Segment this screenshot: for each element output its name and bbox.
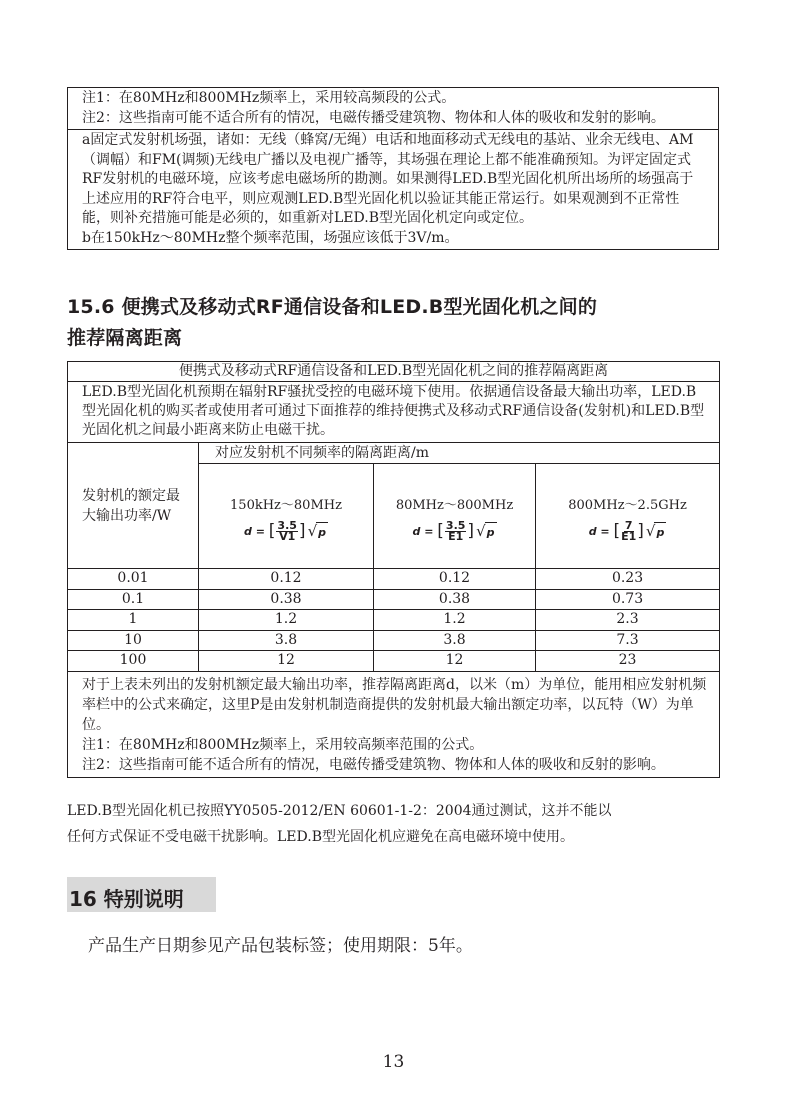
formula-fraction <box>276 521 298 542</box>
distance-cell: 0.38 <box>199 589 374 610</box>
sqrt-symbol: √ <box>645 522 656 540</box>
formula-bracket-left: [ <box>268 521 276 541</box>
table-row <box>68 589 720 610</box>
formula-numerator: 3.5 <box>445 519 466 532</box>
compliance-line-1: LED.B型光固化机已按照YY0505-2012/EN 60601-1-2：2004通过测试，这并不能以 <box>67 803 612 819</box>
table-note-1: 注1：在80MHz和800MHz频率上，采用较高频率范围的公式。 <box>82 736 484 753</box>
power-cell: 10 <box>68 630 199 651</box>
compliance-line-2: 任何方式保证不受电磁干扰影响。LED.B型光固化机应避免在高电磁环境中使用。 <box>67 829 574 845</box>
distance-cell: 12 <box>374 651 536 672</box>
section-15-6-heading-line1: 15.6 便携式及移动式RF通信设备和LED.B型光固化机之间的 <box>67 296 598 318</box>
table-note-main: 对于上表未列出的发射机额定最大输出功率，推荐隔离距离d，以米（m）为单位，能用相应发射机频率栏中的公式来确定，这里P是由发射机制造商提供的发射机最大输出额定功率，以瓦特（W）为单位。 <box>82 676 707 733</box>
power-cell: 1 <box>68 610 199 631</box>
distance-cell: 2.3 <box>536 610 720 631</box>
power-cell: 0.1 <box>68 589 199 610</box>
formula-bracket-right: ] <box>637 521 644 541</box>
distance-cell: 0.73 <box>536 589 720 610</box>
formula-numerator: 7 <box>624 519 633 532</box>
formula-d: d <box>412 525 421 538</box>
frequency-notes <box>68 88 718 129</box>
distance-cell: 1.2 <box>199 610 374 631</box>
distance-cell: 0.38 <box>374 589 536 610</box>
formula-p: p <box>654 522 666 542</box>
sqrt-symbol: √ <box>476 522 486 540</box>
formula-denominator: E1 <box>621 530 637 543</box>
table-title: 便携式及移动式RF通信设备和LED.B型光固化机之间的推荐隔离距离 <box>68 362 720 382</box>
distance-formula <box>413 521 497 542</box>
freq-range-label: 80MHz～800MHz <box>395 498 514 513</box>
table-row <box>68 630 720 651</box>
power-column-header: 发射机的额定最大输出功率/W <box>68 443 199 569</box>
distance-cell: 3.8 <box>199 630 374 651</box>
field-strength-notes <box>68 129 718 249</box>
formula-bracket-right: ] <box>298 521 306 541</box>
freq-range-label: 150kHz～80MHz <box>230 498 342 513</box>
power-cell: 0.01 <box>68 569 199 590</box>
formula-eq: = <box>255 525 265 538</box>
distance-cell: 23 <box>536 651 720 672</box>
page-number: 13 <box>382 1052 405 1072</box>
formula-fraction <box>445 521 467 542</box>
separation-distance-table <box>67 361 720 778</box>
formula-bracket-left: [ <box>437 521 444 541</box>
freq-column-800mhz-2-5ghz <box>536 464 720 569</box>
compliance-statement <box>67 798 727 850</box>
sqrt-symbol: √ <box>307 522 318 540</box>
distance-cell: 0.23 <box>536 569 720 590</box>
table-row <box>68 651 720 672</box>
formula-numerator: 3.5 <box>277 519 297 532</box>
power-cell: 100 <box>68 651 199 672</box>
table-notes <box>68 671 720 777</box>
distance-cell: 1.2 <box>374 610 536 631</box>
formula-eq: = <box>600 525 610 538</box>
distance-formula <box>244 521 328 542</box>
formula-fraction <box>621 521 636 542</box>
note-b: b在150kHz～80MHz整个频率范围，场强应该低于3V/m。 <box>82 229 459 246</box>
note-1: 注1：在80MHz和800MHz频率上，采用较高频段的公式。 <box>82 90 456 106</box>
freq-column-80mhz-800mhz <box>374 464 536 569</box>
formula-d: d <box>244 525 252 538</box>
section-15-6-heading-line2: 推荐隔离距离 <box>67 327 183 349</box>
formula-eq: = <box>424 525 434 538</box>
note-2: 注2：这些指南可能不适合所有的情况，电磁传播受建筑物、物体和人体的吸收和发射的影响。 <box>82 109 665 126</box>
formula-d: d <box>588 525 597 538</box>
production-date-note: 产品生产日期参见产品包装标签；使用期限：5年。 <box>88 936 473 956</box>
table-row <box>68 610 720 631</box>
formula-denominator: V1 <box>279 530 296 543</box>
distance-cell: 3.8 <box>374 630 536 651</box>
note-a: a固定式发射机场强，诸如：无线（蜂窝/无绳）电话和地面移动式无线电的基站、业余无线电、AM（调幅）和FM(调频)无线电广播以及电视广播等，其场强在理论上都不能准确预知。为评定固定式RF发射机的电磁环境，应该考虑电磁场所的勘测。如果测得LED.B型光固化机所出场所的场强高于上述应用的RF符合电平，则应观测LED.B型光固化机以验证其能正常运行。如果观测到不正常性能，则补充措施可能是必须的，如重新对LED.B型光固化机定向或定位。 <box>82 132 694 226</box>
table-intro: LED.B型光固化机预期在辐射RF骚扰受控的电磁环境下使用。依据通信设备最大输出功率，LED.B型光固化机的购买者或使用者可通过下面推荐的维持便携式及移动式RF通信设备(发射机)和LED.B型光固化机之间最小距离来防止电磁干扰。 <box>68 382 720 443</box>
table-note-2: 注2：这些指南可能不适合所有的情况，电磁传播受建筑物、物体和人体的吸收和反射的影响。 <box>82 756 665 773</box>
distance-formula <box>589 521 667 542</box>
distance-cell: 7.3 <box>536 630 720 651</box>
freq-column-150khz-80mhz <box>199 464 374 569</box>
distance-cell: 0.12 <box>374 569 536 590</box>
notes-box <box>67 87 719 250</box>
freq-range-label: 800MHz～2.5GHz <box>568 498 687 513</box>
distance-cell: 12 <box>199 651 374 672</box>
section-16-heading: 16 特别说明 <box>67 877 216 912</box>
formula-bracket-left: [ <box>613 521 621 541</box>
formula-p: p <box>485 522 497 542</box>
table-row <box>68 569 720 590</box>
distance-column-header: 对应发射机不同频率的隔离距离/m <box>199 443 720 464</box>
formula-bracket-right: ] <box>467 521 475 541</box>
formula-p: p <box>316 522 328 542</box>
formula-denominator: E1 <box>448 530 464 543</box>
distance-cell: 0.12 <box>199 569 374 590</box>
